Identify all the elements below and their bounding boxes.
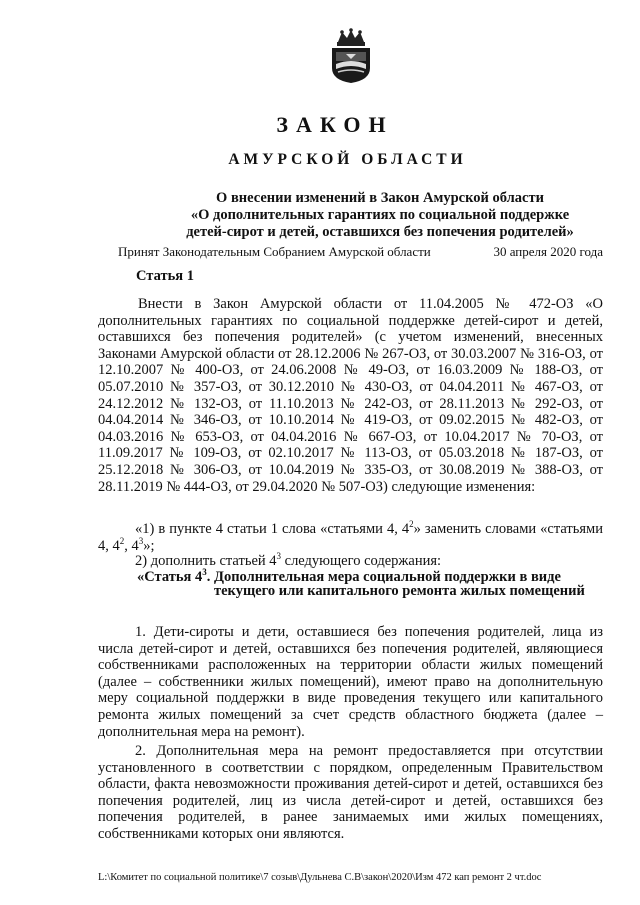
article-intro: Внести в Закон Амурской области от 11.04.2005 № 472-ОЗ «О дополнительных гарантиях по социальной поддержке детей-сирот и детей, оставшихся без попечения родителей» (с учетом изменений, внесенных Законами Амурской области от 28.12.2006 № 267-ОЗ, от 30.03.2007 № 316-ОЗ, от 12.10.2007 № 400-ОЗ, от 24.06.2008 № 49-ОЗ, от 16.03.2009 № 188-ОЗ, от 05.07.2010 № 357-ОЗ, от 30.12.2010 № 430-ОЗ, от 04.04.2011 № 467-ОЗ, от 24.12.2012 № 132-ОЗ, от 11.10.2013 № 242-ОЗ, от 28.11.2013 № 292-ОЗ, от 04.04.2014 № 346-ОЗ, от 10.10.2014 № 419-ОЗ, от 09.02.2015 № 482-ОЗ, от 04.03.2016 № 653-ОЗ, от 04.04.2016 № 667-ОЗ, от 10.04.2017 № 70-ОЗ, от 11.09.2017 № 109-ОЗ, от 02.10.2017 № 113-ОЗ, от 05.03.2018 № 187-ОЗ, от 25.12.2018 № 306-ОЗ, от 10.04.2019 № 335-ОЗ, от 30.08.2019 № 388-ОЗ, от 28.11.2019 № 444-ОЗ, от 29.04.2020 № 507-ОЗ) следующие изменения: [98, 296, 603, 495]
accepted-by: Принят Законодательным Собранием Амурской области [118, 244, 431, 259]
heading-line: О внесении изменений в Закон Амурской области [216, 190, 544, 206]
region-title: АМУРСКОЙ ОБЛАСТИ [228, 151, 467, 168]
new-article-point-2: 2. Дополнительная мера на ремонт предоставляется при отсутствии установленного в соответствии с порядком, определенным Правительством области, факта невозможности проживания детей-сирот и детей, оставшихся без попечения родителей, лиц из числа детей-сирот и детей, оставшихся без попечения родителей, в ранее занимаемых ими жилых помещениях, собственниками которых они являются. [98, 743, 603, 842]
law-heading [150, 190, 610, 241]
heading-line: «О дополнительных гарантиях по социальной поддержке [190, 207, 570, 223]
accepted-date: 30 апреля 2020 года [493, 244, 603, 259]
new-article-title: «Статья $4^3$. Дополнительная мера социальной поддержки в виде текущего или капитального ремонта жилых помещений [137, 567, 585, 599]
amur-region-coat-of-arms-icon [326, 28, 376, 84]
amendment-item-1: «1) в пункте 4 статьи 1 слова «статьями 4, $4^2$» заменить словами «статьями 4, $4^2$, $4^3$»; [98, 519, 603, 554]
law-title: ЗАКОН [276, 112, 394, 137]
heading-line: детей-сирот и детей, оставшихся без попечения родителей» [186, 224, 574, 240]
new-article-point-1: 1. Дети-сироты и дети, оставшиеся без попечения родителей, лица из числа детей-сирот и детей, оставшихся без попечения родителей, являющиеся собственниками расположенных на территории области жилых помещений (далее – собственники жилых помещений), имеют право на дополнительную меру социальной поддержки в виде проведения текущего или капитального ремонта жилых помещений за счет средств областного бюджета (далее – дополнительная мера на ремонт). [98, 624, 603, 740]
file-path-footer: L:\Комитет по социальной политике\7 созыв\Дульнева С.В\закон\2020\Изм 472 кап ремонт 2 чт.doc [98, 872, 542, 883]
amendment-item-2: 2) дополнить статьей $4^3$ следующего содержания: [135, 551, 442, 569]
article-title: Статья 1 [136, 268, 194, 284]
